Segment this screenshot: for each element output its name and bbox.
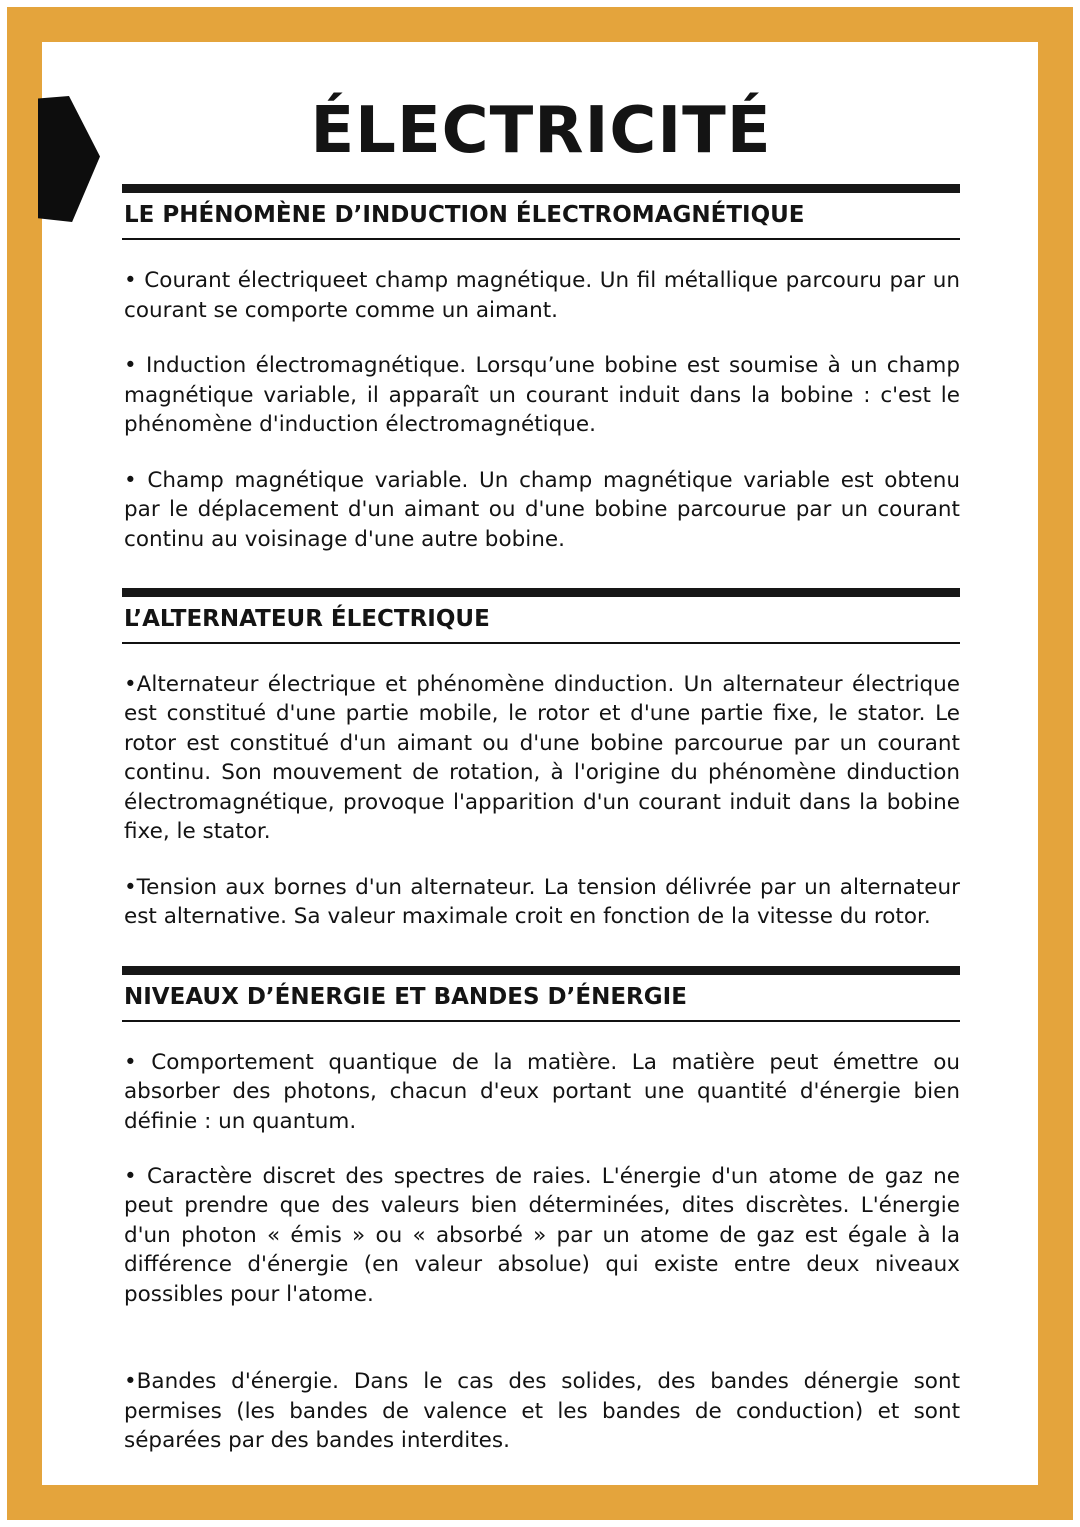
bookmark-icon xyxy=(38,96,100,222)
paragraph: • Courant électriqueet champ magnétique. Un fil métallique parcouru par un courant se comporte comme un aimant. xyxy=(124,268,960,323)
paragraph: • Induction électromagnétique. Lorsqu’une bobine est soumise à un champ magnétique variable, il apparaît un courant induit dans la bobine : c'est le phénomène d'induction électromagnétique. xyxy=(124,353,960,438)
section-divider xyxy=(122,966,960,975)
section-divider xyxy=(122,184,960,193)
paragraph: • Champ magnétique variable. Un champ magnétique variable est obtenu par le déplacement d'un aimant ou d'une bobine parcourue par un courant continu au voisinage d'une autre bobine. xyxy=(124,467,960,552)
page-title: ÉLECTRICITÉ xyxy=(310,94,772,168)
section-induction xyxy=(122,184,960,554)
section-divider xyxy=(122,588,960,597)
paragraph: • Comportement quantique de la matière. La matière peut émettre ou absorber des photons, chacun d'eux portant une quantité d'énergie bien définie : un quantum. xyxy=(124,1049,960,1134)
paragraph: •Tension aux bornes d'un alternateur. La tension délivrée par un alternateur est alternative. Sa valeur maximale croit en fonction de la vitesse du rotor. xyxy=(124,874,960,930)
section-heading: L’ALTERNATEUR ÉLECTRIQUE xyxy=(122,597,960,644)
page-content xyxy=(122,96,960,1456)
section-alternateur xyxy=(122,588,960,932)
paragraph: •Bandes d'énergie. Dans le cas des solides, des bandes dénergie sont permises (les bandes de valence et les bandes de conduction) et sont séparées par des bandes interdites. xyxy=(124,1369,960,1454)
section-heading: LE PHÉNOMÈNE D’INDUCTION ÉLECTROMAGNÉTIQUE xyxy=(122,193,960,240)
paragraph: • Caractère discret des spectres de raies. L'énergie d'un atome de gaz ne peut prendre que des valeurs bien déterminées, dites discrètes. L'énergie d'un photon « émis » ou « absorbé » par un atome de gaz est égale à la différence d'énergie (en valeur absolue) qui existe entre deux niveaux possibles pour l'atome. xyxy=(124,1164,960,1307)
section-niveaux-energie xyxy=(122,966,960,1456)
paragraph: •Alternateur électrique et phénomène dinduction. Un alternateur électrique est constitué d'une partie mobile, le rotor et d'une partie fixe, le stator. Le rotor est constitué d'un aimant ou d'une bobine parcourue par un courant continu. Son mouvement de rotation, à l'origine du phénomène dinduction électromagnétique, provoque l'apparition d'un courant induit dans la bobine fixe, le stator. xyxy=(124,672,960,845)
section-heading: NIVEAUX D’ÉNERGIE ET BANDES D’ÉNERGIE xyxy=(122,975,960,1022)
